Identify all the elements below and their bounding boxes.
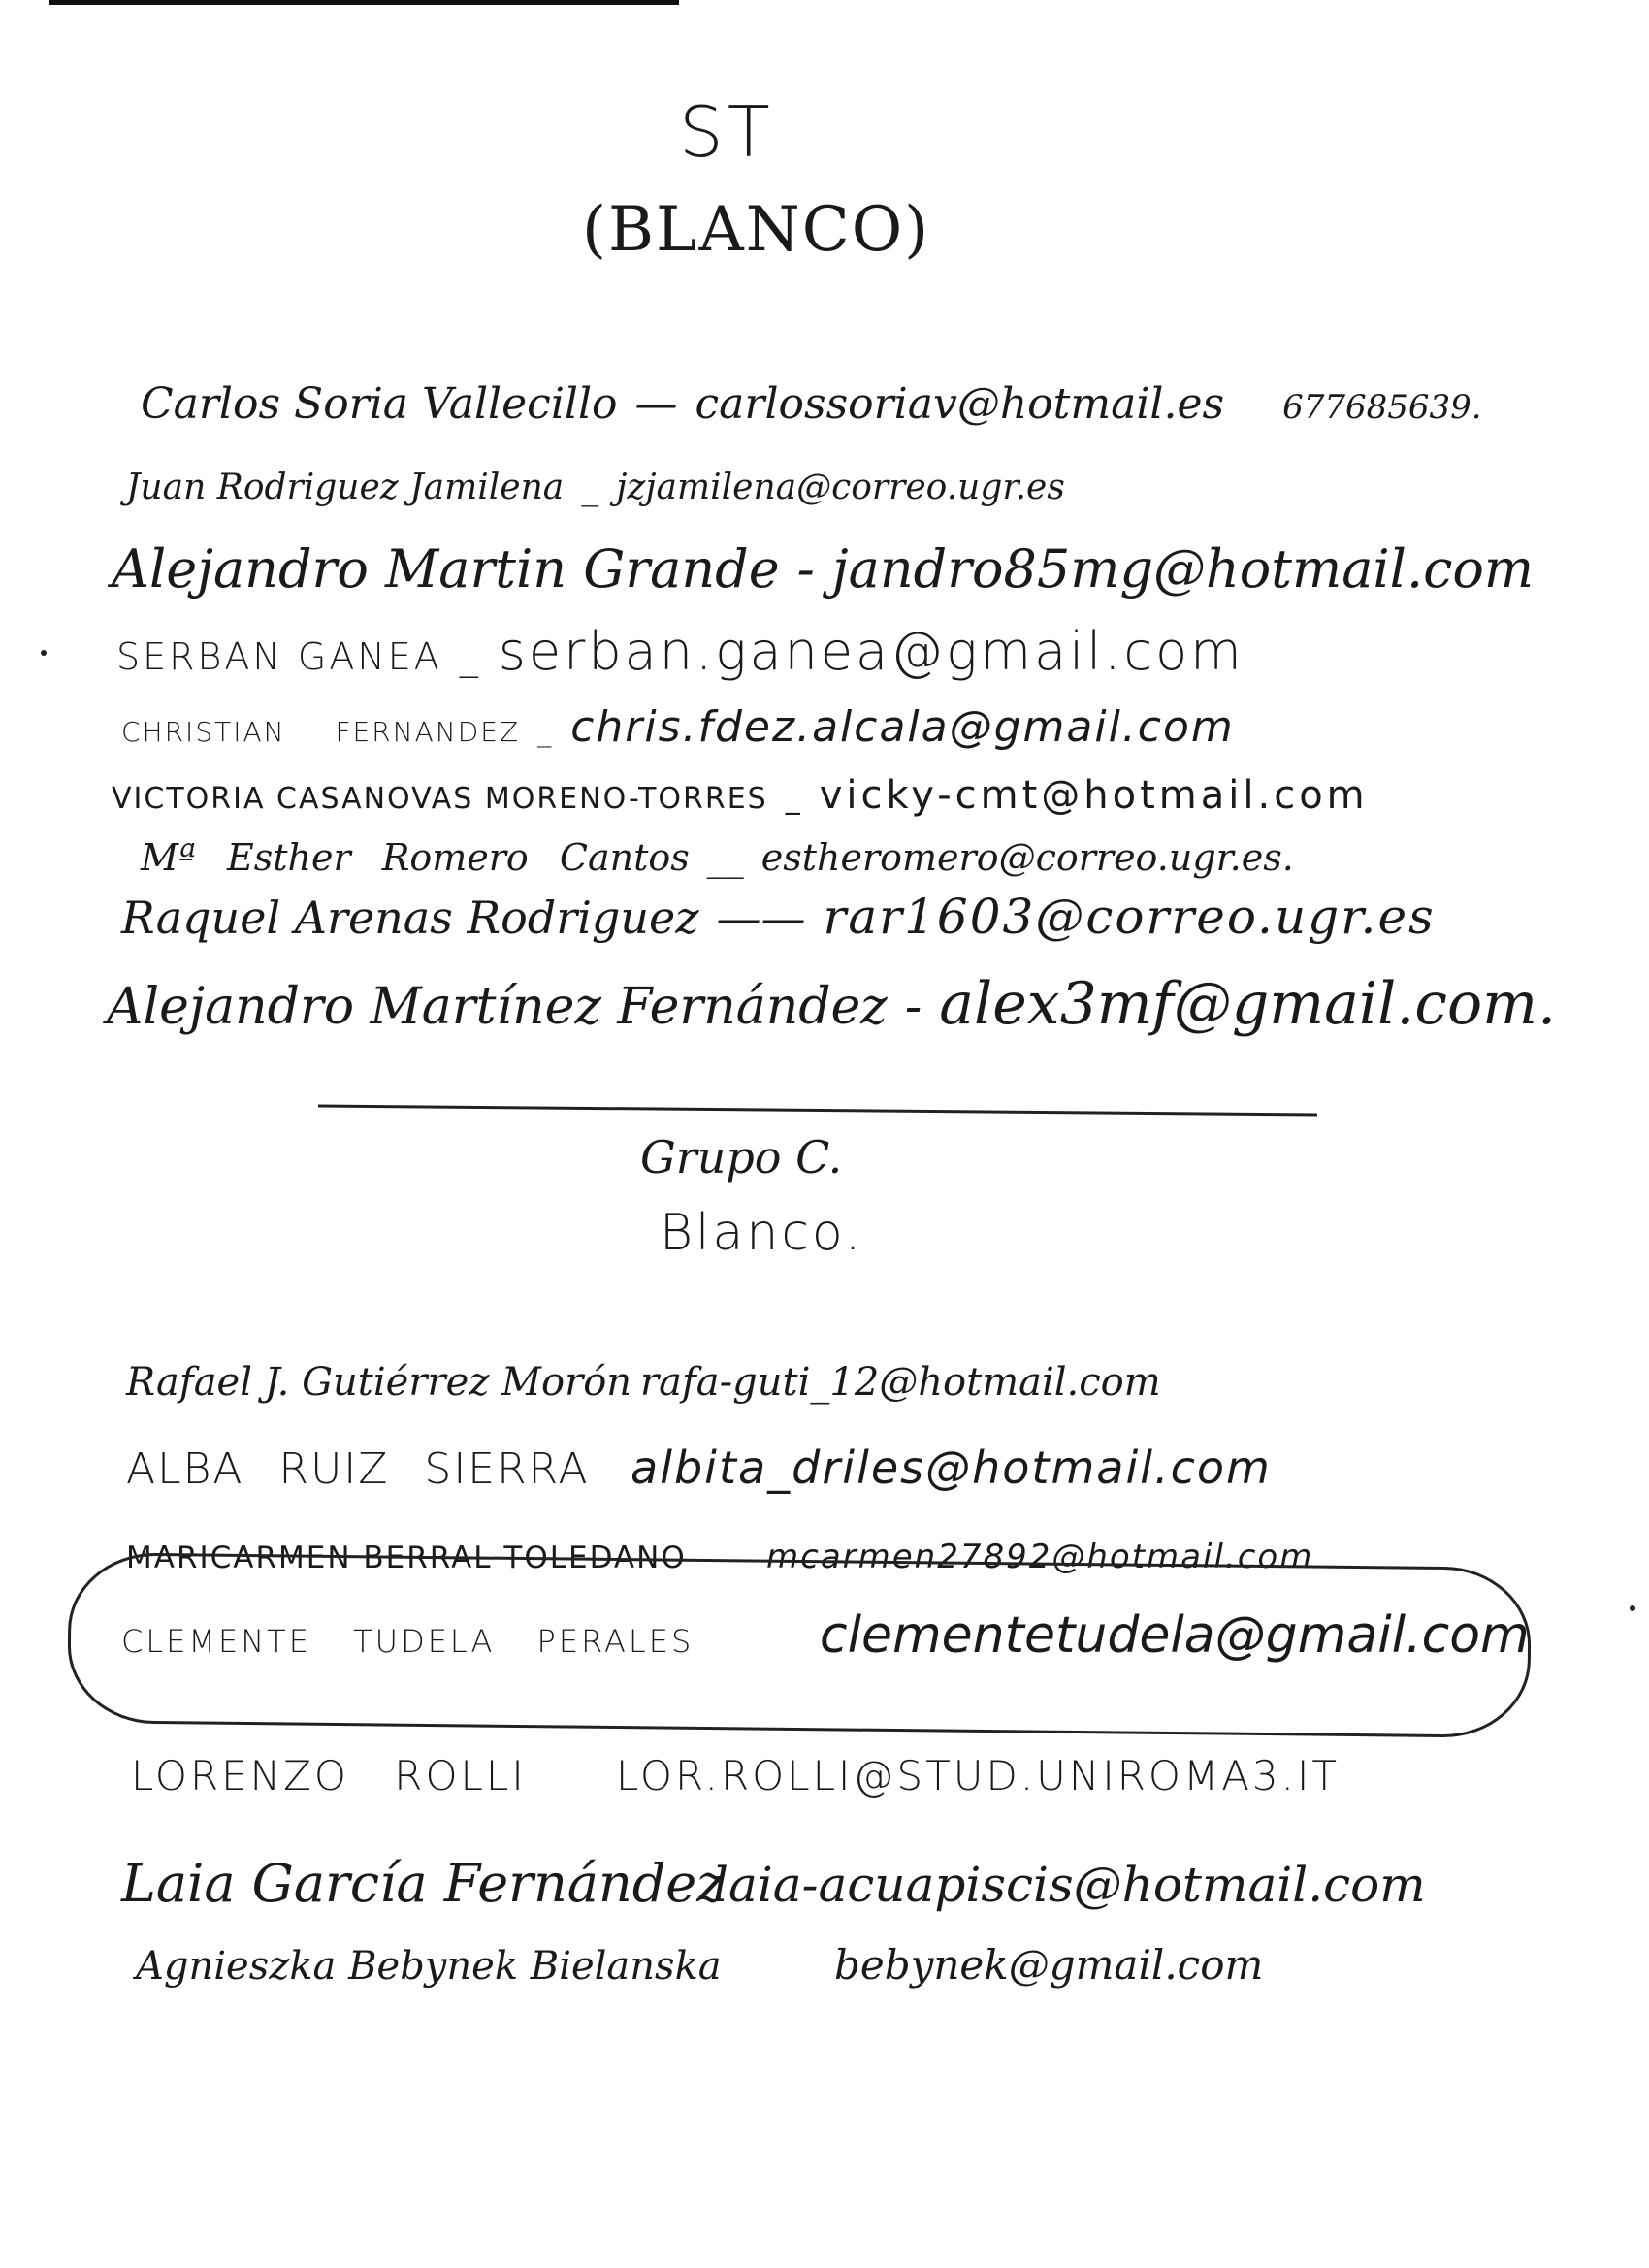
email-address: clementetudela@gmail.com: [820, 1606, 1530, 1665]
separator: ——: [716, 891, 806, 944]
page-title: ST: [679, 91, 774, 173]
separator: _: [459, 635, 481, 678]
email-address: alex3mf@gmail.com.: [939, 970, 1557, 1038]
list-item: [126, 470, 1065, 505]
list-item: [136, 1941, 1264, 1989]
scan-speck: [41, 650, 47, 656]
email-address: LOR.ROLLI@STUD.UNIROMA3.IT: [616, 1752, 1341, 1799]
email-address: rafa-guti_12@hotmail.com: [640, 1360, 1161, 1405]
scan-edge-line: [48, 0, 679, 5]
list-item: [116, 621, 1245, 682]
email-address: chris.fdez.alcala@gmail.com: [570, 702, 1235, 752]
email-address: jzjamilena@correo.ugr.es: [616, 468, 1065, 507]
person-name: Alejandro Martin Grande: [112, 538, 780, 599]
list-item: [126, 1360, 1161, 1405]
group-subtitle: Blanco.: [660, 1204, 864, 1262]
person-name: Rafael J. Gutiérrez Morón: [126, 1360, 632, 1405]
list-item: [141, 836, 1294, 879]
email-address: carlossoriav@hotmail.es: [695, 379, 1225, 429]
person-name: Juan Rodriguez Jamilena: [126, 468, 565, 507]
person-name: MARICARMEN BERRAL TOLEDANO: [126, 1540, 687, 1575]
person-name: SERBAN GANEA: [116, 635, 442, 678]
email-address: serban.ganea@gmail.com: [498, 621, 1245, 682]
list-item: [112, 538, 1535, 599]
email-address: bebynek@gmail.com: [834, 1941, 1264, 1989]
person-name: Alejandro Martínez Fernández: [107, 978, 888, 1036]
email-address: laia-acuapiscis@hotmail.com: [713, 1857, 1426, 1913]
phone-number: 677685639.: [1282, 388, 1482, 427]
list-item: [121, 702, 1235, 752]
email-address: estheromero@correo.ugr.es.: [760, 836, 1294, 879]
person-name: CHRISTIAN FERNANDEZ: [121, 716, 521, 748]
person-name: Mª Esther Romero Cantos: [141, 836, 690, 879]
list-item: [131, 1752, 1341, 1799]
person-name: Carlos Soria Vallecillo: [141, 379, 618, 429]
person-name: CLEMENTE TUDELA PERALES: [121, 1623, 695, 1660]
list-item: [141, 379, 1482, 429]
list-item: [121, 1853, 1426, 1914]
person-name: Agnieszka Bebynek Bielanska: [136, 1944, 722, 1989]
list-item: [121, 889, 1436, 945]
email-address: albita_driles@hotmail.com: [630, 1442, 1272, 1494]
separator: _: [785, 782, 802, 816]
person-name: Raquel Arenas Rodriguez: [121, 891, 699, 944]
separator: -: [904, 978, 922, 1036]
page-subtitle: (BLANCO): [582, 194, 931, 266]
separator: —: [634, 379, 678, 429]
email-address: jandro85mg@hotmail.com: [831, 538, 1535, 599]
separator: _: [537, 716, 554, 748]
email-address: mcarmen27892@hotmail.com: [766, 1538, 1314, 1576]
list-item: [107, 970, 1557, 1038]
list-item: [121, 1606, 1530, 1665]
email-address: vicky-cmt@hotmail.com: [819, 773, 1369, 818]
person-name: LORENZO ROLLI: [131, 1752, 527, 1799]
group-title: Grupo C.: [640, 1131, 843, 1183]
list-item: [126, 1442, 1272, 1494]
person-name: ALBA RUIZ SIERRA: [126, 1444, 590, 1494]
email-address: rar1603@correo.ugr.es: [823, 889, 1436, 945]
list-item: [112, 773, 1369, 818]
person-name: Laia García Fernández: [121, 1853, 725, 1914]
separator: _: [581, 468, 599, 507]
person-name: VICTORIA CASANOVAS MORENO-TORRES: [112, 782, 768, 816]
scan-speck: [1630, 1605, 1635, 1611]
separator: __: [706, 836, 744, 879]
section-divider: [318, 1105, 1317, 1117]
separator: -: [796, 538, 815, 599]
